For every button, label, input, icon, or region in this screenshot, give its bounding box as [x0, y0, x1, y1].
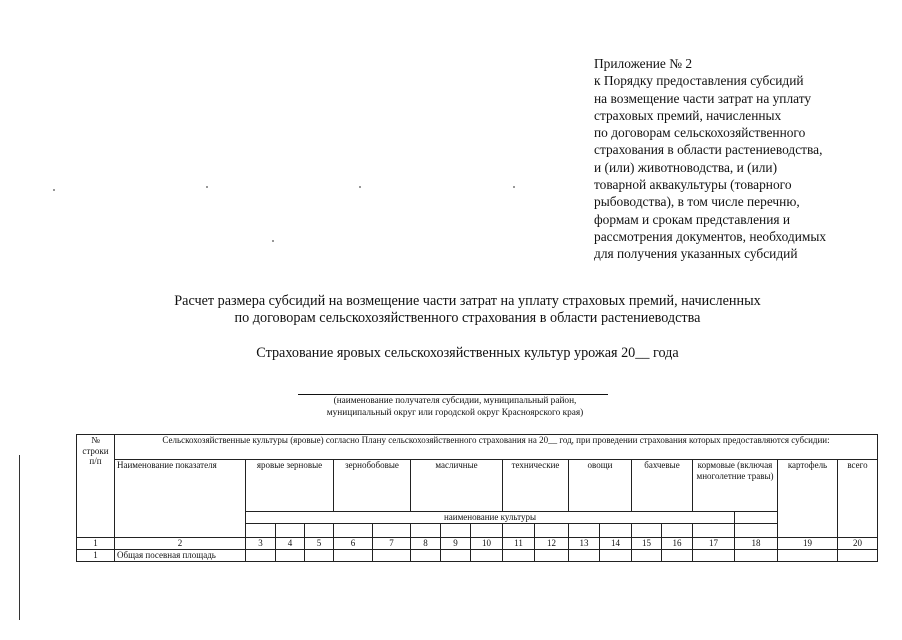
data-cell[interactable] — [778, 550, 838, 562]
data-cell[interactable] — [471, 550, 503, 562]
row-label: Общая посевная площадь — [115, 550, 246, 562]
row-number-header: № строки п/п — [77, 435, 115, 538]
appendix-line: формам и срокам представления и — [594, 211, 791, 227]
crop-name-cell[interactable] — [693, 524, 735, 538]
recipient-caption — [290, 396, 620, 419]
crop-header-legumes: зернобобовые — [334, 460, 411, 512]
indicator-header: Наименование показателя — [115, 460, 246, 538]
column-number: 13 — [569, 538, 600, 550]
appendix-line: и (или) животноводства, и (или) — [594, 159, 778, 175]
column-number: 7 — [373, 538, 411, 550]
crop-header-spring-grain: яровые зерновые — [246, 460, 334, 512]
column-number: 11 — [503, 538, 535, 550]
appendix-line: страховых премий, начисленных — [594, 107, 782, 123]
title-line-1: Расчет размера субсидий на возмещение части затрат на уплату страховых премий, начисленных — [174, 293, 761, 309]
column-number: 8 — [411, 538, 441, 550]
column-number: 16 — [662, 538, 693, 550]
crop-group-header: Сельскохозяйственные культуры (яровые) согласно Плану сельскохозяйственного страхования на 20__ год, при проведении страхования которых предоставляются субсидии: — [115, 435, 878, 460]
data-cell[interactable] — [600, 550, 632, 562]
scan-speck — [513, 186, 515, 188]
appendix-line: для получения указанных субсидий — [594, 246, 798, 262]
crop-name-cell[interactable] — [662, 524, 693, 538]
scan-speck — [272, 240, 274, 242]
crop-name-cell[interactable] — [471, 524, 503, 538]
appendix-line: по договорам сельскохозяйственного — [594, 125, 806, 141]
data-cell[interactable] — [503, 550, 535, 562]
crop-name-cell[interactable] — [503, 524, 535, 538]
subsidy-table — [76, 434, 878, 562]
document-subtitle: Страхование яровых сельскохозяйственных культур урожая 20__ года — [256, 345, 679, 361]
row-number: 1 — [77, 550, 115, 562]
appendix-line: к Порядку предоставления субсидий — [594, 73, 804, 89]
column-number: 4 — [276, 538, 305, 550]
crop-header-potato: картофель — [778, 460, 838, 538]
table-row — [77, 550, 878, 562]
scan-speck — [53, 189, 55, 191]
recipient-caption-line-2: муниципальный округ или городской округ Красноярского края) — [326, 407, 584, 418]
column-number: 18 — [735, 538, 778, 550]
scan-speck — [359, 186, 361, 188]
data-cell[interactable] — [535, 550, 569, 562]
crop-name-cell[interactable] — [373, 524, 411, 538]
column-number: 5 — [305, 538, 334, 550]
crop-header-total: всего — [838, 460, 878, 538]
appendix-line: товарной аквакультуры (товарного — [594, 177, 792, 193]
scan-speck — [206, 186, 208, 188]
data-cell[interactable] — [411, 550, 441, 562]
data-cell[interactable] — [246, 550, 276, 562]
crop-name-cell[interactable] — [246, 524, 276, 538]
data-cell[interactable] — [569, 550, 600, 562]
appendix-line: рыбоводства), в том числе перечню, — [594, 194, 800, 210]
column-number: 14 — [600, 538, 632, 550]
crop-name-cell[interactable] — [632, 524, 662, 538]
crop-header-vegetables: овощи — [569, 460, 632, 512]
data-cell[interactable] — [693, 550, 735, 562]
crop-name-cell[interactable] — [569, 524, 600, 538]
crop-name-cell[interactable] — [600, 524, 632, 538]
appendix-line: Приложение № 2 — [594, 56, 693, 71]
recipient-caption-line-1: (наименование получателя субсидии, муниципальный район, — [333, 396, 577, 406]
column-number: 2 — [115, 538, 246, 550]
crop-name-cell[interactable] — [276, 524, 305, 538]
column-number: 1 — [77, 538, 115, 550]
column-number: 12 — [535, 538, 569, 550]
data-cell[interactable] — [276, 550, 305, 562]
column-number: 20 — [838, 538, 878, 550]
data-cell[interactable] — [373, 550, 411, 562]
crop-name-label: наименование культуры — [246, 512, 735, 524]
data-cell[interactable] — [441, 550, 471, 562]
appendix-line: страхования в области растениеводства, — [594, 142, 823, 158]
crop-header-forage: кормовые (включая многолетние травы) — [693, 460, 778, 512]
data-cell[interactable] — [334, 550, 373, 562]
column-number: 17 — [693, 538, 735, 550]
document-title — [100, 293, 835, 327]
column-number: 10 — [471, 538, 503, 550]
crop-name-cell[interactable] — [305, 524, 334, 538]
column-number: 9 — [441, 538, 471, 550]
data-cell[interactable] — [735, 550, 778, 562]
data-cell[interactable] — [662, 550, 693, 562]
column-number: 19 — [778, 538, 838, 550]
column-number: 3 — [246, 538, 276, 550]
crop-name-cell[interactable] — [334, 524, 373, 538]
title-line-2: по договорам сельскохозяйственного страхования в области растениеводства — [234, 310, 701, 326]
crop-name-cell[interactable] — [535, 524, 569, 538]
recipient-underline — [298, 394, 608, 395]
data-cell[interactable] — [838, 550, 878, 562]
crop-header-melons: бахчевые — [632, 460, 693, 512]
crop-header-technical: технические — [503, 460, 569, 512]
data-cell[interactable] — [632, 550, 662, 562]
appendix-block — [594, 55, 894, 263]
appendix-line: рассмотрения документов, необходимых — [594, 228, 827, 244]
crop-name-cell[interactable] — [735, 524, 778, 538]
appendix-line: на возмещение части затрат на уплату — [594, 90, 812, 106]
crop-header-oilseeds: масличные — [411, 460, 503, 512]
left-margin-line — [19, 455, 20, 620]
column-number: 15 — [632, 538, 662, 550]
column-number: 6 — [334, 538, 373, 550]
crop-name-cell[interactable] — [411, 524, 441, 538]
crop-name-cell[interactable] — [441, 524, 471, 538]
data-cell[interactable] — [305, 550, 334, 562]
